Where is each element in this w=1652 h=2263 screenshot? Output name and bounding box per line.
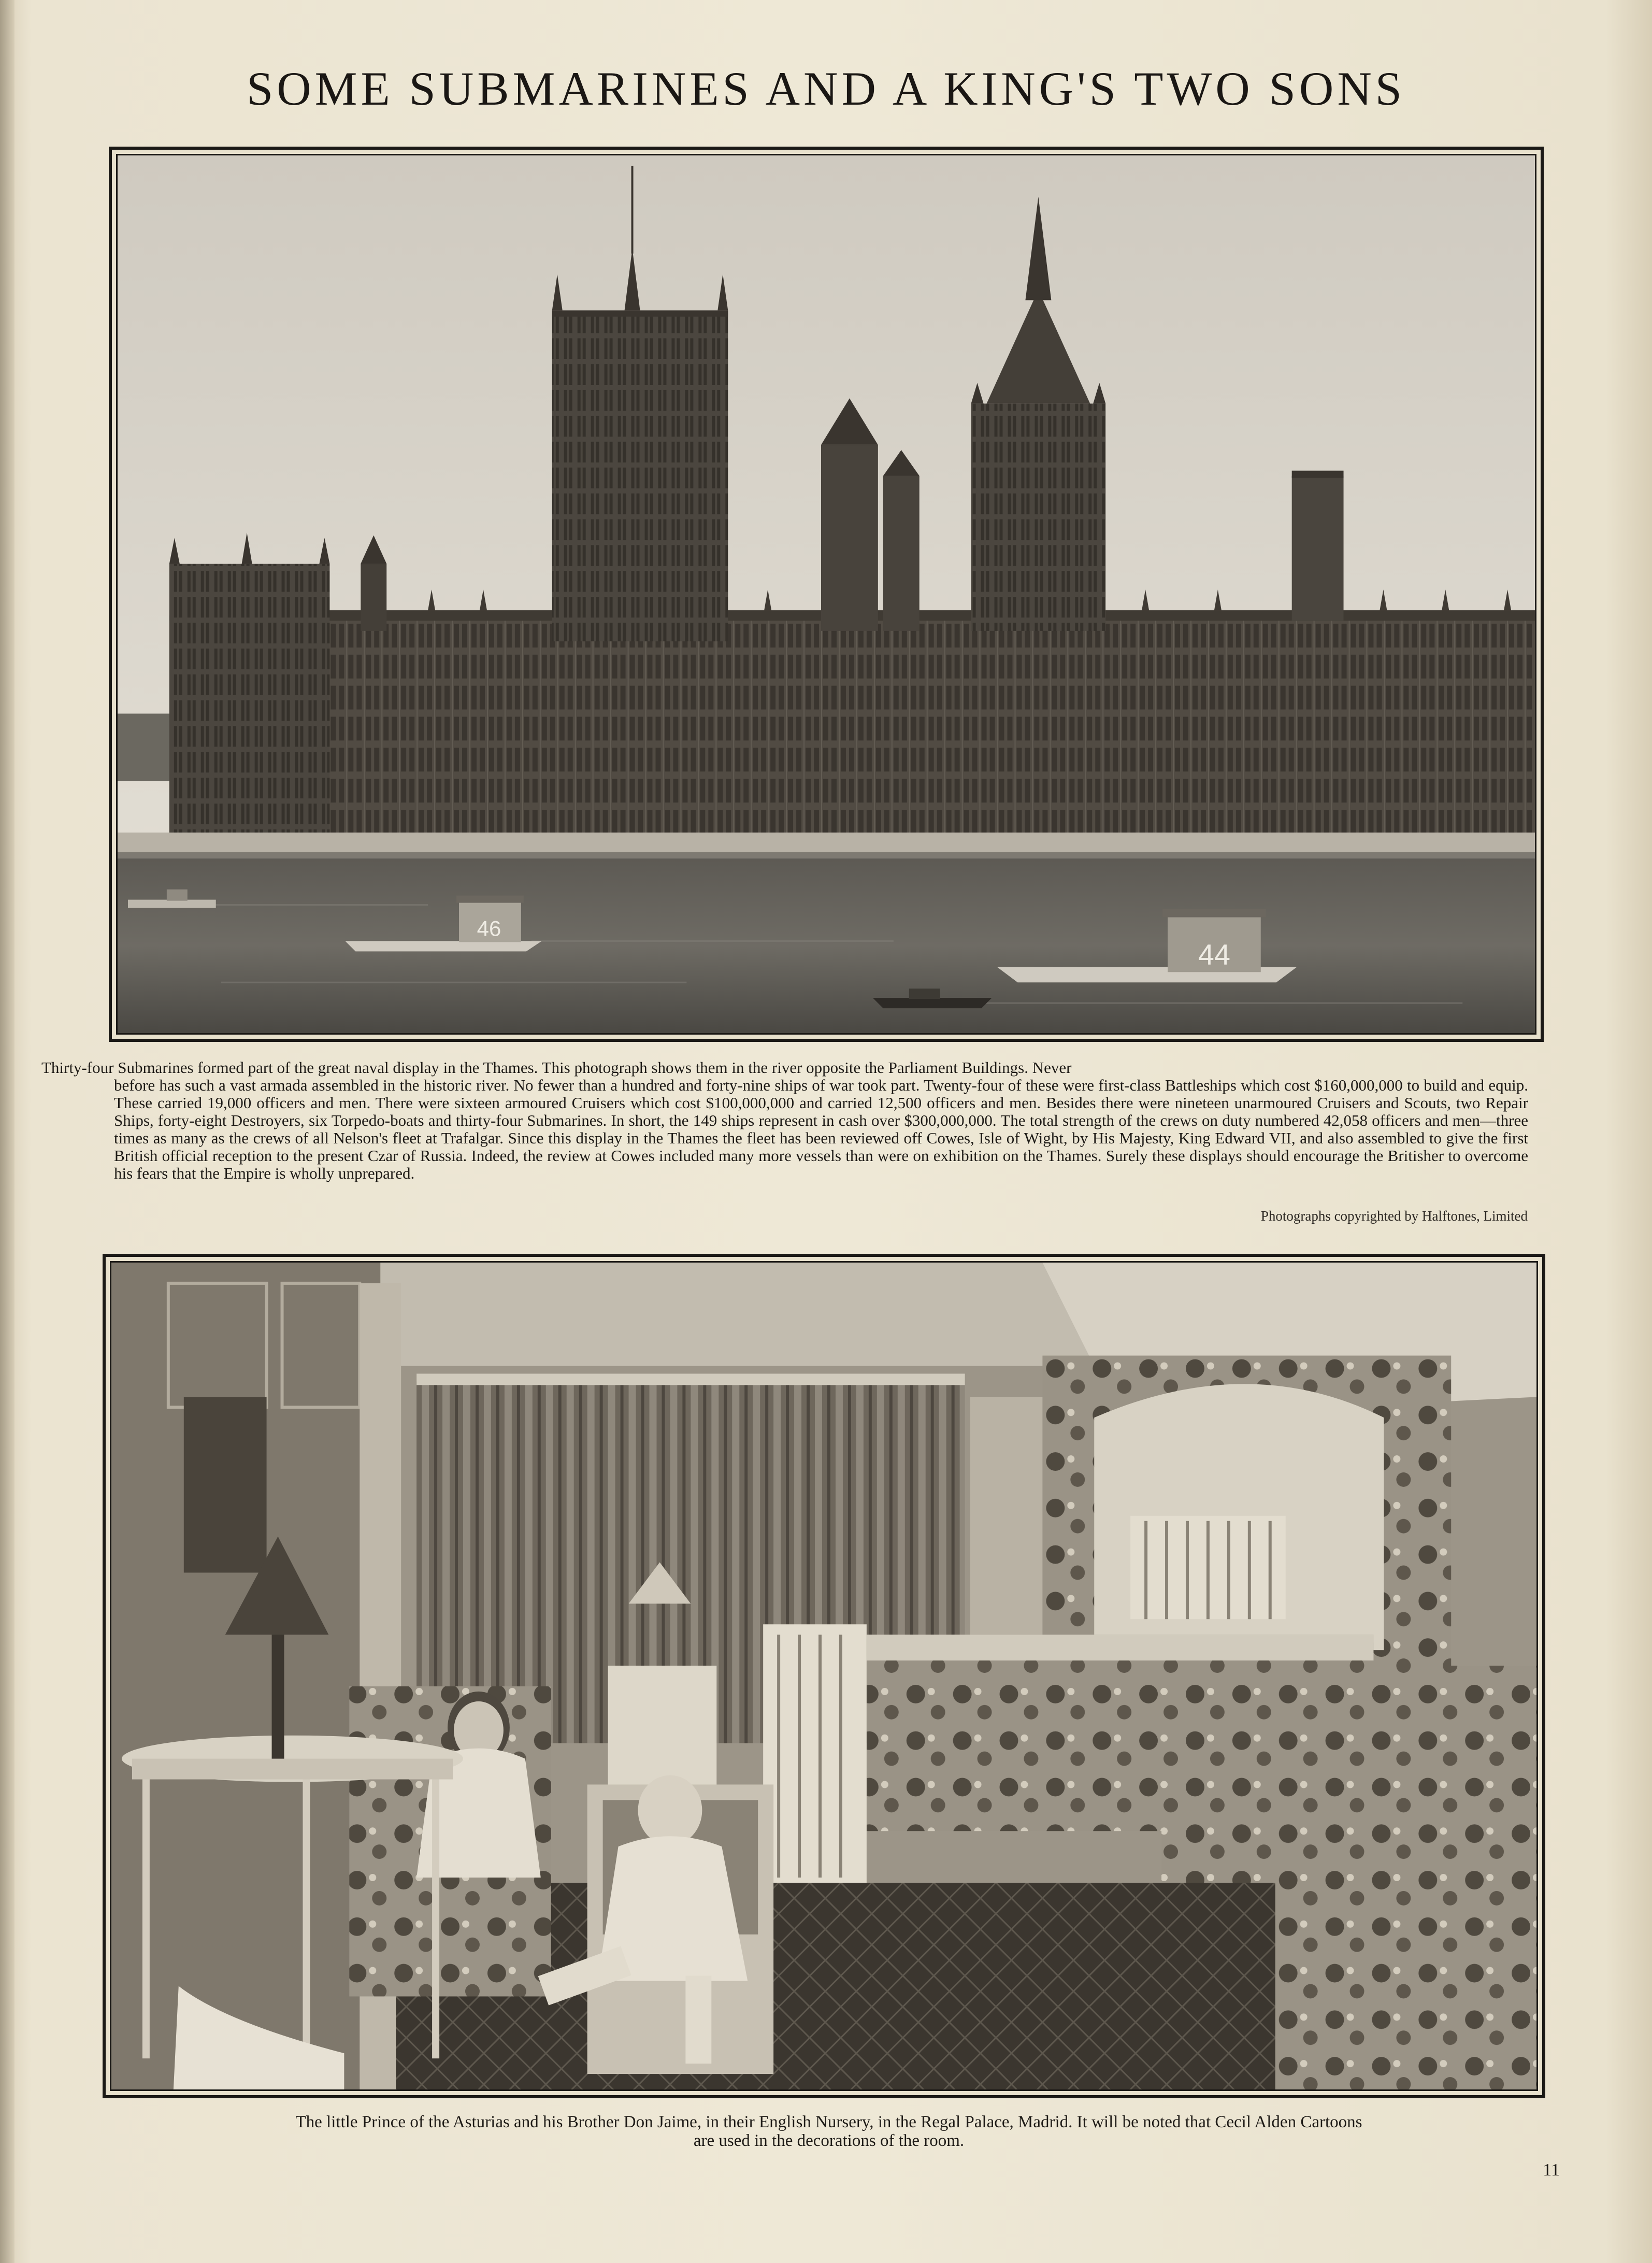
svg-text:46: 46 xyxy=(477,916,501,941)
caption-body: before has such a vast armada assembled in the historic river. No fewer than a hundred and forty-nine ships of war took part. Twenty-four of these were first-class Battleships which cost $160,000,000 to build and equip. These carried 19,000 officers and men. There were sixteen armoured Cruisers which cost $100,000,000 and carried 12,500 officers and men. Besides there were nineteen unarmoured Cruisers and Scouts, two Repair Ships, forty-eight Destroyers, six Torpedo-boats and thirty-four Submarines. In short, the 149 ships represent in cash over $300,000,000. The total strength of the crews on duty numbered 42,058 officers and men—three times as many as the crews of all Nelson's fleet at Trafalgar. Since this display in the Thames the fleet has been reviewed off Cowes, Isle of Wight, by His Majesty, King Edward VII, and also assembled to give the first British official reception to the present Czar of Russia. Indeed, the review at Cowes included many more vessels than were on exhibition on the Thames. Surely these displays should encourage the Britisher to overcome his fears that the Empire is wholly unprepared. xyxy=(114,1076,1528,1182)
nursery-photo xyxy=(110,1261,1538,2091)
nursery-photo-frame xyxy=(103,1254,1545,2098)
photo-credit: Photographs copyrighted by Halftones, Limited xyxy=(1260,1208,1528,1224)
binding-shadow xyxy=(0,0,15,2263)
parliament-photo xyxy=(116,154,1536,1035)
nursery-photograph xyxy=(111,1263,1536,2089)
page-number: 11 xyxy=(1543,2160,1560,2180)
nursery-caption-line-1: The little Prince of the Asturias and his Brother Don Jaime, in their English Nursery, in the Regal Palace, Madrid. It will be noted that Cecil Alden Cartoons xyxy=(295,2113,1362,2131)
svg-text:44: 44 xyxy=(1198,938,1230,971)
page-headline: SOME SUBMARINES AND A KING'S TWO SONS xyxy=(247,62,1405,115)
parliament-photo-frame xyxy=(109,147,1544,1042)
nursery-caption xyxy=(135,2113,1523,2150)
submarine-caption xyxy=(41,1058,1528,1182)
nursery-caption-line-2: are used in the decorations of the room. xyxy=(693,2131,965,2150)
parliament-photograph xyxy=(118,155,1535,1033)
caption-first-line: Thirty-four Submarines formed part of the great naval display in the Thames. This photograph shows them in the river opposite the Parliament Buildings. Never xyxy=(41,1058,1072,1077)
